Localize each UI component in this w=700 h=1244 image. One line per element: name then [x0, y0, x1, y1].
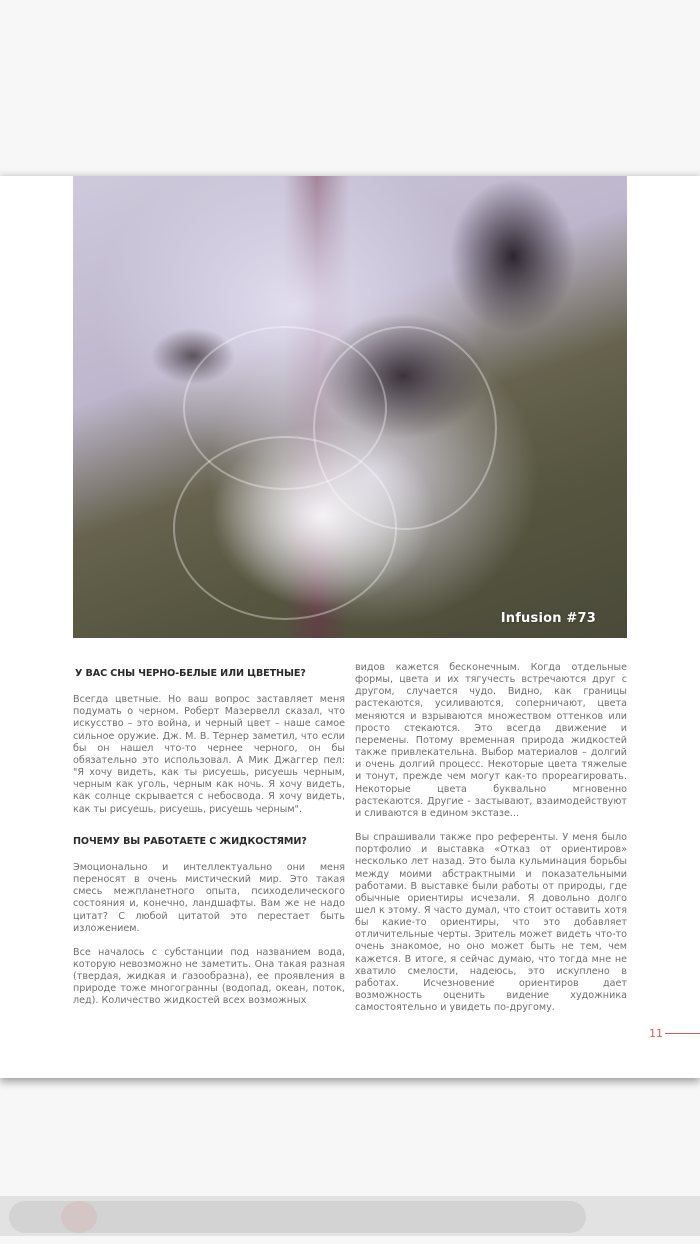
artwork-caption: Infusion #73	[500, 611, 596, 626]
article-paragraph: Всегда цветные. Но ваш вопрос заставляет меня подумать о черном. Роберт Мазервелл сказал, что искусство – это война, и черный цвет – наше самое сильное оружие. Дж. М. В. Тернер заметил, что если бы он нашел что-то чернее черного, он бы обязательно это использовал. А Мик Джаггер пел: "Я хочу видеть, как ты рисуешь, рисуешь черным, черным как уголь, черным как ночь. Я хочу видеть, как солнце скрывается с небосвода. Я хочу видеть, как ты рисуешь, рисуешь, рисуешь черным".	[73, 694, 345, 815]
page-scrubber-thumb[interactable]	[61, 1201, 97, 1233]
page-number: 11	[649, 1027, 663, 1040]
article-paragraph: видов кажется бесконечным. Когда отдельные формы, цвета и их тягучесть встречаются друг с другом, случается чудо. Видно, как границы растекаются, усиливаются, соперничают, цвета меняются и взрываются множеством оттенков или просто стекаются. Это всегда движение и перемены. Потому временная природа жидкостей также привлекательна. Выбор материалов – долгий и очень долгий процесс. Некоторые цвета тяжелые и тонут, прежде чем могут как-то прореагировать. Некоторые цвета буквально мгновенно растекаются. Другие - застывают, взаимодействуют и сливаются в едином экстазе...	[355, 662, 627, 819]
article-column-right	[355, 662, 627, 1026]
article-paragraph: Все началось с субстанции под названием вода, которую невозможно не заметить. Она такая разная (твердая, жидкая и газообразна), ее проявления в природе тоже многогранны (водопад, океан, поток, лед). Количество жидкостей всех возможных	[73, 946, 345, 1007]
artwork-image	[73, 176, 627, 638]
artwork-swirl	[173, 436, 397, 620]
section-heading: У ВАС СНЫ ЧЕРНО-БЕЛЫЕ ИЛИ ЦВЕТНЫЕ?	[75, 668, 306, 679]
article-paragraph: Эмоционально и интеллектуально они меня переносят в очень мистический мир. Это такая смесь межпланетного опыта, психоделического состояния и, конечно, ландшафты. Вам же не надо цитат? С любой цитатой это перестает быть изложением.	[73, 861, 345, 934]
article-column-left	[73, 666, 345, 1020]
magazine-page	[0, 176, 700, 1078]
page-number-rule	[665, 1033, 700, 1034]
article-paragraph: Вы спрашивали также про референты. У меня было портфолио и выставка «Отказ от ориентиров» несколько лет назад. Это была кульминация борьбы между моими абстрактными и показательными работами. В выставке были работы от природы, где обычные ориентиры исчезали. Я довольно долго шел к этому. Я часто думал, что стоит оставить хотя бы какие-то ориентиры, что это добавляет отличительные черты. Зритель может видеть что-то очень знакомое, но оно может быть не тем, чем кажется. В итоге, я сейчас думаю, что тогда мне не хватило смелости, надеюсь, это искуплено в работах. Исчезновение ориентиров дает возможность оценить видение художника самостоятельно и увидеть по-другому.	[355, 832, 627, 1014]
section-heading: ПОЧЕМУ ВЫ РАБОТАЕТЕ С ЖИДКОСТЯМИ?	[73, 835, 307, 847]
